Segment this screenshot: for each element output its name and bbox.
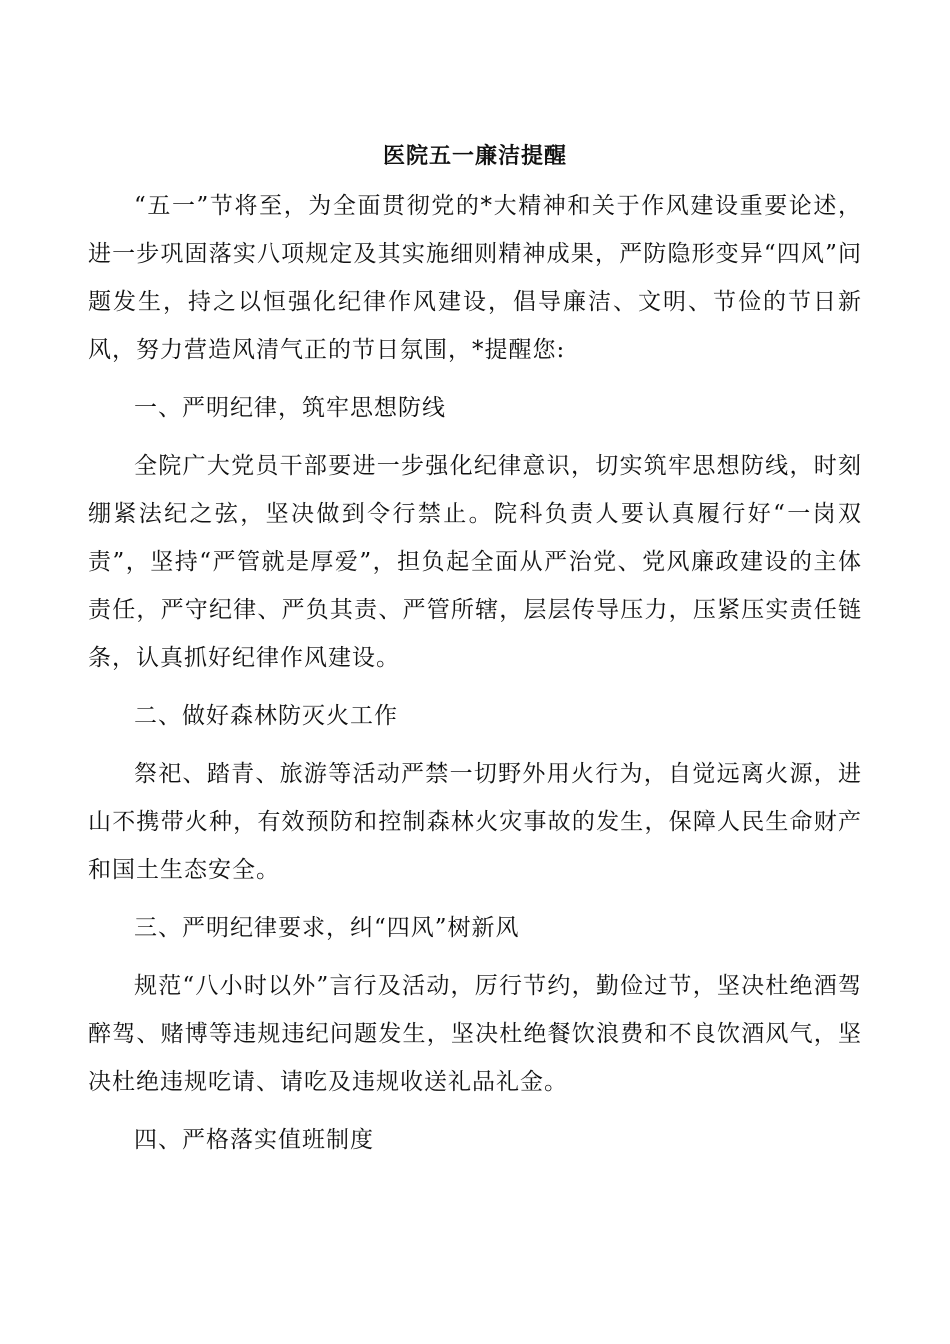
section-heading-3: 三、严明纪律要求，纠“四风”树新风 — [134, 915, 520, 941]
document-title: 医院五一廉洁提醒 — [382, 143, 567, 169]
section-heading-1: 一、严明纪律，筑牢思想防线 — [134, 395, 446, 421]
intro-paragraph: “五一”节将至，为全面贯彻党的*大精神和关于作风建设重要论述，进一步巩固落实八项规定及其实施细则精神成果，严防隐形变异“四风”问题发生，持之以恒强化纪律作风建设，倡导廉洁、文明、节俭的节日新风，努力营造风清气正的节日氛围，*提醒您: — [88, 193, 862, 363]
section-body-1: 全院广大党员干部要进一步强化纪律意识，切实筑牢思想防线，时刻绷紧法纪之弦，坚决做到令行禁止。院科负责人要认真履行好“一岗双责”，坚持“严管就是厚爱”，担负起全面从严治党、党风廉政建设的主体责任，严守纪律、严负其责、严管所辖，层层传导压力，压紧压实责任链条，认真抓好纪律作风建设。 — [88, 453, 862, 671]
section-body-3: 规范“八小时以外”言行及活动，厉行节约，勤俭过节，坚决杜绝酒驾醉驾、赌博等违规违纪问题发生，坚决杜绝餐饮浪费和不良饮酒风气，坚决杜绝违规吃请、请吃及违规收送礼品礼金。 — [88, 973, 862, 1095]
section-body-2: 祭祀、踏青、旅游等活动严禁一切野外用火行为，自觉远离火源，进山不携带火种，有效预防和控制森林火灾事故的发生，保障人民生命财产和国土生态安全。 — [88, 761, 862, 883]
document-body — [88, 134, 862, 1174]
section-heading-4: 四、严格落实值班制度 — [134, 1127, 374, 1153]
section-heading-2: 二、做好森林防灭火工作 — [134, 703, 398, 729]
